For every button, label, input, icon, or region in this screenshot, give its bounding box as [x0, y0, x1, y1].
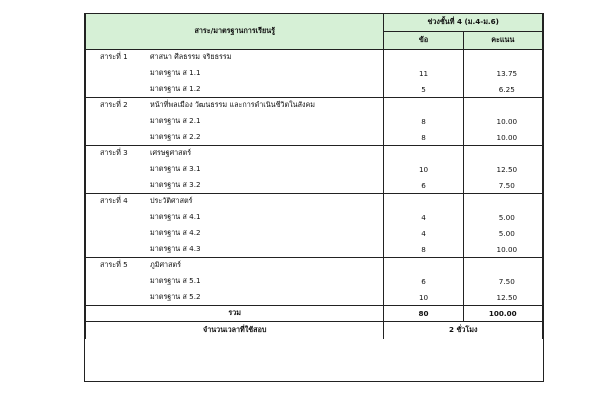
subject-cell — [86, 146, 384, 162]
subject-cell — [86, 194, 384, 210]
score-table-frame — [84, 13, 544, 382]
standard-row — [86, 226, 543, 242]
standard-items: 8 — [384, 242, 463, 258]
standard-name: มาตรฐาน ส 2.1 — [86, 114, 384, 130]
subject-title: เศรษฐศาสตร์ — [150, 148, 192, 158]
standard-score: 10.00 — [463, 242, 542, 258]
subject-title: หน้าที่พลเมือง วัฒนธรรม และการดำเนินชีวิตในสังคม — [150, 100, 316, 110]
standard-score: 6.25 — [463, 82, 542, 98]
score-table — [85, 14, 543, 339]
standard-score: 7.50 — [463, 178, 542, 194]
items-cell — [384, 258, 463, 274]
exam-time-value: 2 ชั่วโมง — [384, 322, 543, 340]
subject-title: ศาสนา ศีลธรรม จริยธรรม — [150, 52, 232, 62]
standard-items: 6 — [384, 274, 463, 290]
score-column-header: คะแนน — [463, 32, 542, 50]
items-cell — [384, 194, 463, 210]
standard-items: 8 — [384, 130, 463, 146]
standard-name: มาตรฐาน ส 5.2 — [86, 290, 384, 306]
total-score: 100.00 — [463, 306, 542, 322]
standard-row — [86, 178, 543, 194]
exam-time-label: จำนวนเวลาที่ใช้สอบ — [86, 322, 384, 340]
subject-label: สาระที่ 5 — [100, 260, 128, 270]
standard-name: มาตรฐาน ส 2.2 — [86, 130, 384, 146]
subject-label: สาระที่ 1 — [100, 52, 128, 62]
standard-score: 13.75 — [463, 66, 542, 82]
standard-score: 12.50 — [463, 162, 542, 178]
standard-items: 6 — [384, 178, 463, 194]
standard-score: 7.50 — [463, 274, 542, 290]
items-column-header: ข้อ — [384, 32, 463, 50]
standard-row — [86, 242, 543, 258]
subject-group-row — [86, 98, 543, 114]
subject-group-row — [86, 258, 543, 274]
total-row — [86, 306, 543, 322]
score-cell — [463, 146, 542, 162]
items-cell — [384, 146, 463, 162]
score-cell — [463, 50, 542, 66]
subject-group-row — [86, 194, 543, 210]
standard-name: มาตรฐาน ส 1.1 — [86, 66, 384, 82]
exam-time-row — [86, 322, 543, 340]
standard-items: 4 — [384, 210, 463, 226]
standard-row — [86, 210, 543, 226]
subject-title: ภูมิศาสตร์ — [150, 260, 181, 270]
items-cell — [384, 98, 463, 114]
score-cell — [463, 98, 542, 114]
subject-label: สาระที่ 4 — [100, 196, 128, 206]
standard-name: มาตรฐาน ส 4.2 — [86, 226, 384, 242]
standard-items: 4 — [384, 226, 463, 242]
header-row — [86, 14, 543, 32]
standard-score: 12.50 — [463, 290, 542, 306]
score-cell — [463, 194, 542, 210]
standard-items: 10 — [384, 290, 463, 306]
standard-items: 10 — [384, 162, 463, 178]
standard-row — [86, 82, 543, 98]
standard-name: มาตรฐาน ส 4.3 — [86, 242, 384, 258]
standard-name: มาตรฐาน ส 4.1 — [86, 210, 384, 226]
standard-name: มาตรฐาน ส 3.2 — [86, 178, 384, 194]
standard-name: มาตรฐาน ส 1.2 — [86, 82, 384, 98]
subject-cell — [86, 98, 384, 114]
standard-row — [86, 114, 543, 130]
level-header: ช่วงชั้นที่ 4 (ม.4-ม.6) — [384, 14, 543, 32]
standard-items: 11 — [384, 66, 463, 82]
standard-row — [86, 130, 543, 146]
total-items: 80 — [384, 306, 463, 322]
standard-score: 5.00 — [463, 226, 542, 242]
standard-score: 10.00 — [463, 130, 542, 146]
standard-items: 5 — [384, 82, 463, 98]
subject-cell — [86, 258, 384, 274]
subject-cell — [86, 50, 384, 66]
subject-group-row — [86, 50, 543, 66]
standard-items: 8 — [384, 114, 463, 130]
subject-column-header: สาระ/มาตรฐานการเรียนรู้ — [86, 14, 384, 50]
subject-title: ประวัติศาสตร์ — [150, 196, 193, 206]
standard-score: 10.00 — [463, 114, 542, 130]
score-cell — [463, 258, 542, 274]
subject-label: สาระที่ 2 — [100, 100, 128, 110]
subject-label: สาระที่ 3 — [100, 148, 128, 158]
standard-row — [86, 290, 543, 306]
standard-row — [86, 66, 543, 82]
standard-name: มาตรฐาน ส 3.1 — [86, 162, 384, 178]
standard-score: 5.00 — [463, 210, 542, 226]
standard-row — [86, 274, 543, 290]
standard-row — [86, 162, 543, 178]
total-label: รวม — [86, 306, 384, 322]
subject-group-row — [86, 146, 543, 162]
standard-name: มาตรฐาน ส 5.1 — [86, 274, 384, 290]
items-cell — [384, 50, 463, 66]
